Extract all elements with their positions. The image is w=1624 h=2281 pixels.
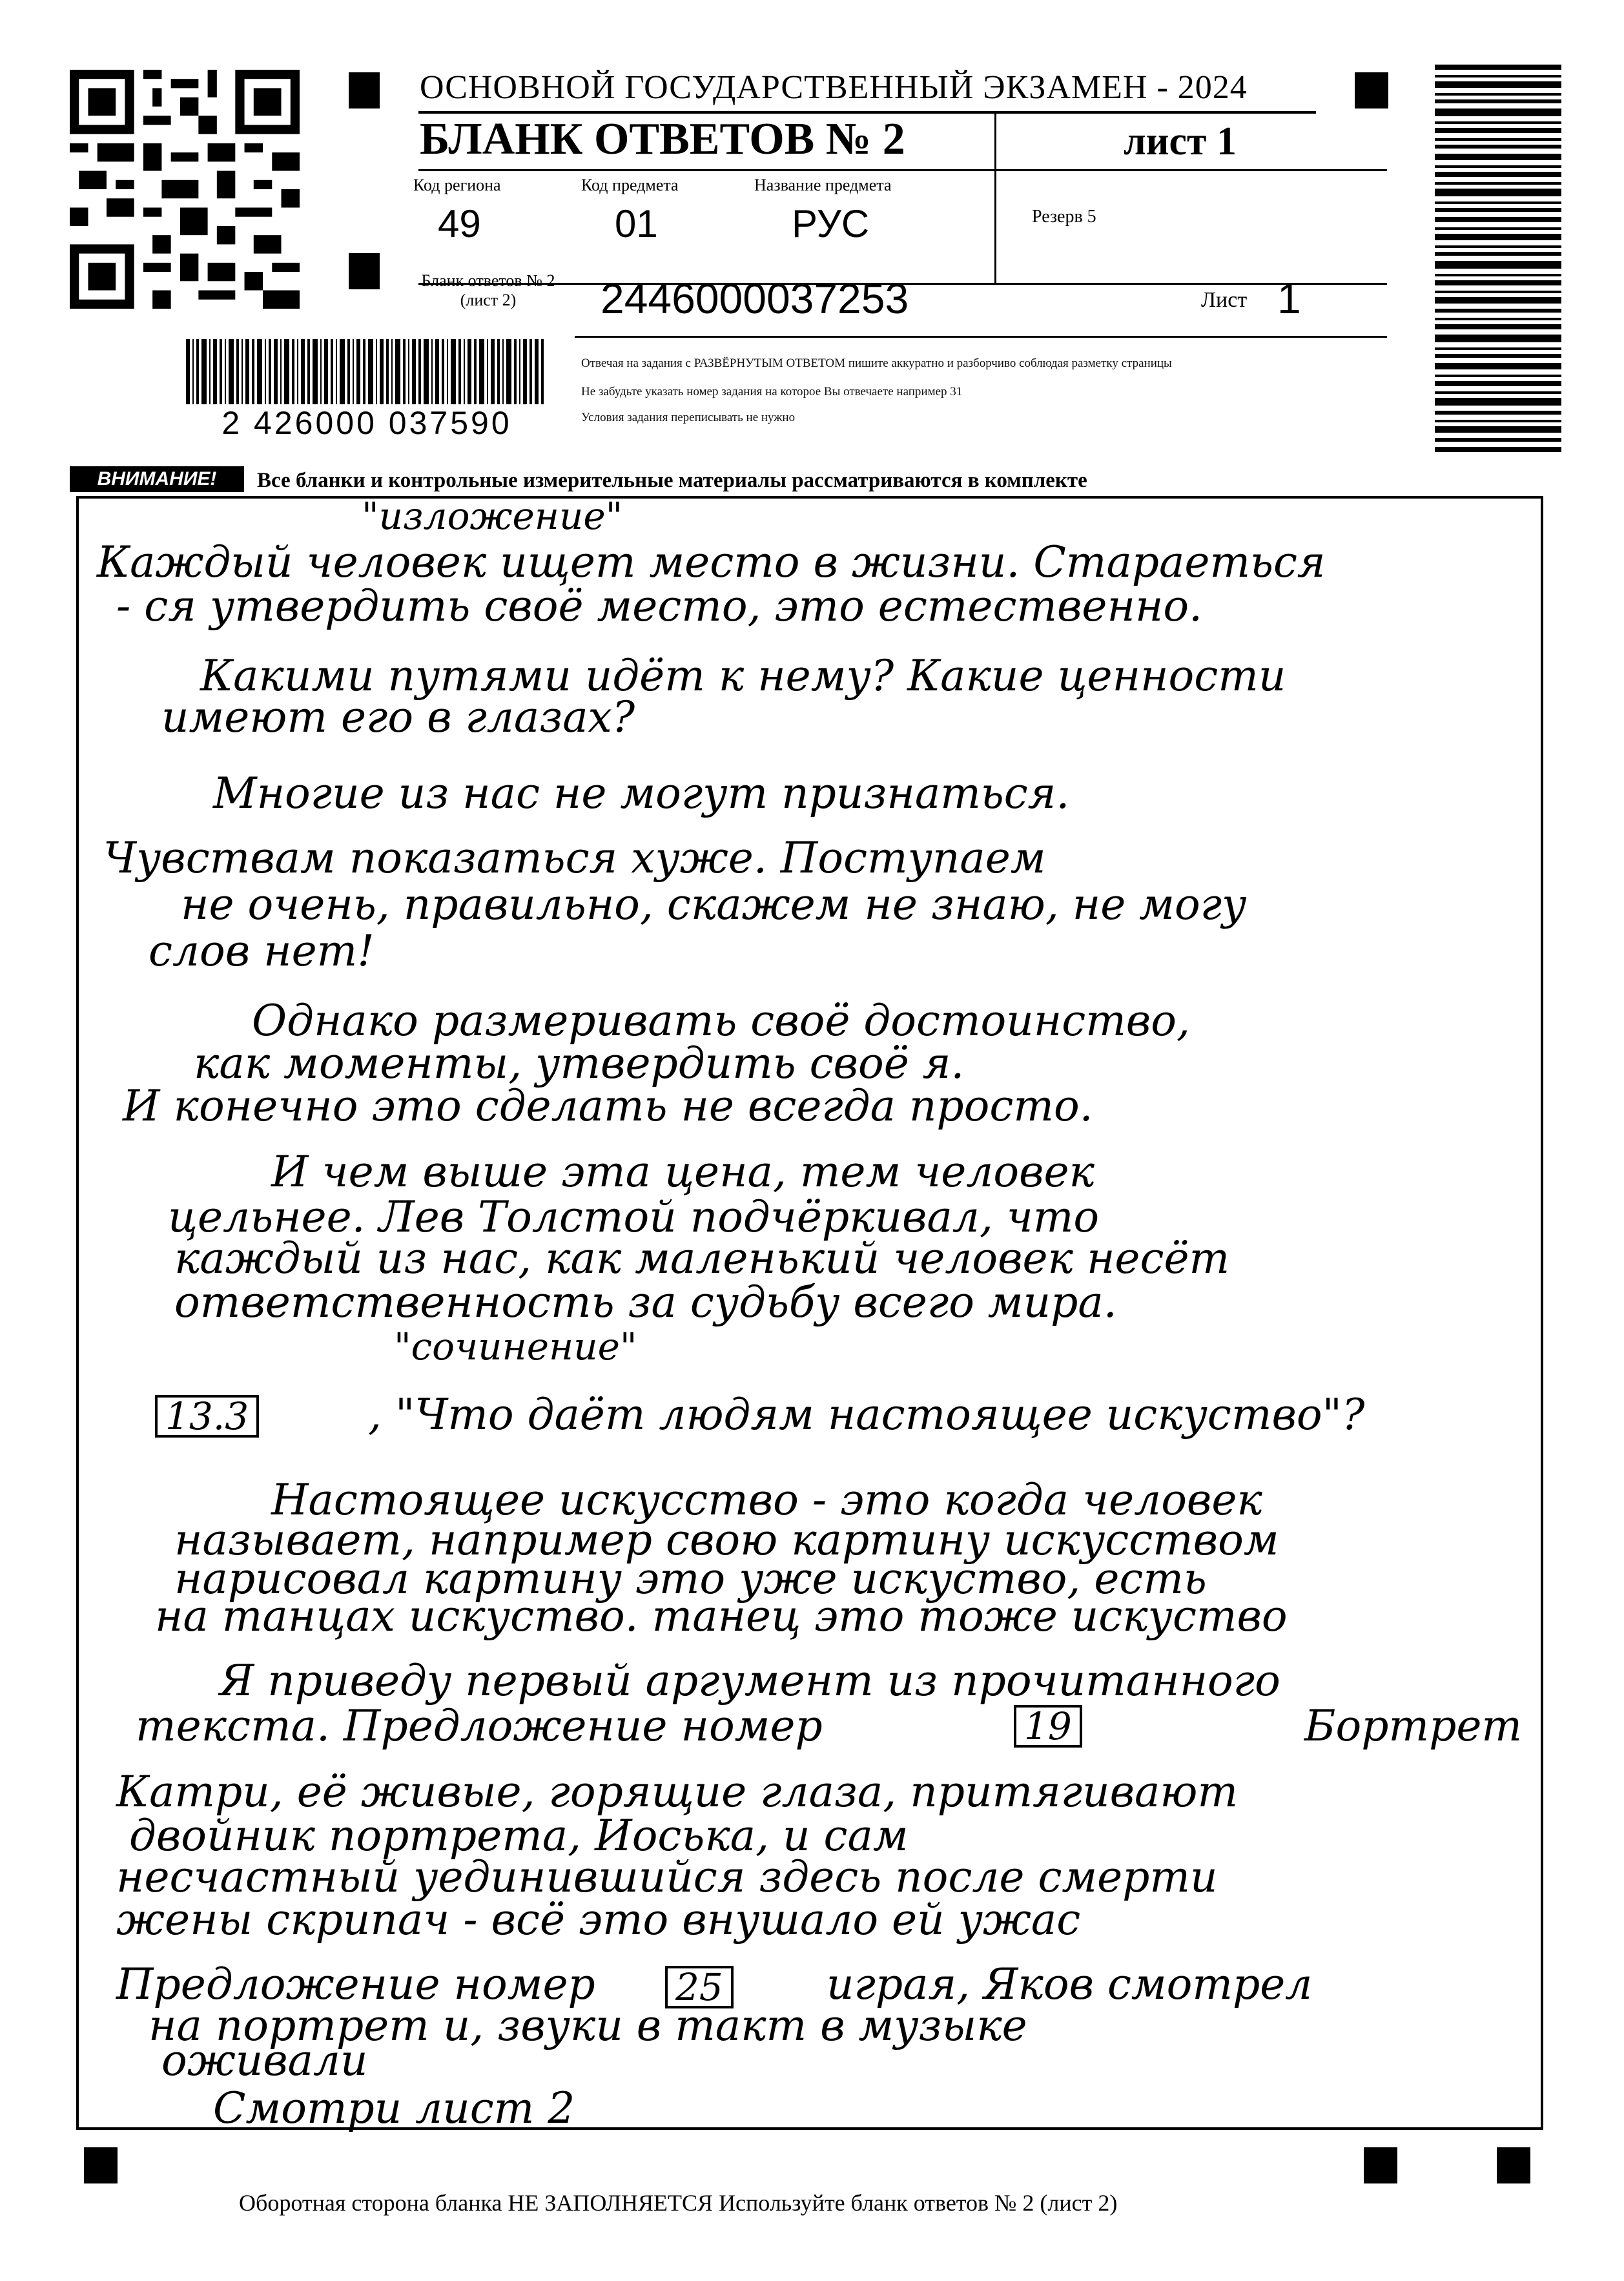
handwritten-line: Смотри лист 2	[213, 2083, 575, 2133]
subject-code-label: Код предмета	[581, 176, 679, 194]
qr-code-icon	[70, 70, 300, 309]
form-title: БЛАНК ОТВЕТОВ № 2	[420, 114, 905, 164]
sheet-label: Лист	[1201, 288, 1248, 312]
warning-bar	[70, 465, 1245, 493]
barcode-number: 2 426000 037590	[167, 404, 567, 442]
handwritten-line: Чувствам показаться хуже. Поступаем	[103, 833, 1046, 883]
registration-mark-bottom-mid	[1364, 2147, 1397, 2183]
handwritten-line: не очень, правильно, скажем не знаю, не могу	[181, 880, 1247, 929]
registration-mark-top-right	[1355, 72, 1388, 108]
section-label: "сочинение"	[394, 1325, 637, 1368]
reserve-label: Резерв 5	[1032, 207, 1096, 227]
handwritten-line: как моменты, утвердить своё я.	[194, 1038, 965, 1088]
essay-title: , "Что даёт людям настоящее искуство"?	[368, 1390, 1365, 1440]
registration-mark-bottom-left	[84, 2147, 118, 2183]
task-number-box: 13.3	[155, 1395, 259, 1438]
form-number-value: 2446000037253	[601, 274, 909, 322]
handwritten-line: каждый из нас, как маленький человек несёт	[174, 1233, 1230, 1283]
handwritten-line: нарисовал картину это уже искуство, есть	[174, 1554, 1207, 1604]
handwritten-line: И конечно это сделать не всегда просто.	[123, 1081, 1093, 1131]
instruction-line: Условия задания переписывать не нужно	[581, 411, 796, 424]
handwritten-line: Я приведу первый аргумент из прочитанного	[220, 1656, 1280, 1706]
handwritten-line: жены скрипач - всё это внушало ей ужас	[116, 1895, 1081, 1945]
handwritten-line: Бортрет	[1304, 1701, 1522, 1751]
form-number-label: Бланк ответов № 2 (лист 2)	[421, 271, 555, 309]
registration-mark-top-left	[349, 72, 380, 108]
region-label: Код региона	[413, 176, 501, 194]
handwritten-line: цельнее. Лев Толстой подчёркивал, что	[168, 1192, 1100, 1242]
subject-name-label: Название предмета	[754, 176, 892, 194]
side-barcode-icon	[1435, 65, 1561, 452]
handwritten-line: Катри, её живые, горящие глаза, притягивают	[116, 1767, 1239, 1817]
warning-badge: ВНИМАНИЕ!	[70, 466, 244, 492]
sheet-number: 1	[1277, 274, 1301, 322]
handwritten-line: на танцах искуство. танец это тоже искуство	[155, 1591, 1288, 1641]
warning-text: Все бланки и контрольные измерительные материалы рассматриваются в комплекте	[257, 469, 1087, 492]
handwritten-line: Настоящее искусство - это когда человек	[271, 1475, 1262, 1525]
region-value: 49	[438, 202, 481, 245]
handwritten-line: Однако размеривать своё достоинство,	[252, 996, 1190, 1046]
handwritten-line: - ся утвердить своё место, это естественно.	[116, 581, 1203, 631]
subject-code-value: 01	[615, 202, 658, 245]
reference-number-box: 19	[1014, 1705, 1082, 1748]
instruction-line: Отвечая на задания с РАЗВЁРНУТЫМ ОТВЕТОМ пишите аккуратно и разборчиво соблюдая разметку страницы	[581, 356, 1172, 370]
handwritten-line: слов нет!	[149, 926, 375, 976]
handwritten-line: Каждый человек ищет место в жизни. Стараеться	[97, 537, 1326, 587]
subject-name-value: РУС	[792, 202, 870, 245]
footer-note: Оборотная сторона бланка НЕ ЗАПОЛНЯЕТСЯ Используйте бланк ответов № 2 (лист 2)	[239, 2190, 1118, 2216]
reference-number-box: 25	[665, 1966, 734, 2008]
handwritten-line: на портрет и, звуки в такт в музыке	[149, 2001, 1027, 2050]
handwritten-line: несчастный уединившийся здесь после смерти	[116, 1852, 1218, 1902]
exam-title: ОСНОВНОЙ ГОСУДАРСТВЕННЫЙ ЭКЗАМЕН - 2024	[420, 69, 1248, 106]
handwritten-line: текста. Предложение номер	[136, 1701, 823, 1751]
handwritten-line: Какими путями идёт к нему? Какие ценности	[200, 651, 1286, 701]
registration-mark-bottom-right	[1497, 2147, 1530, 2183]
section-label: "изложение"	[362, 494, 623, 538]
handwritten-line: ответственность за судьбу всего мира.	[174, 1277, 1117, 1327]
handwritten-line: Предложение номер	[116, 1959, 595, 2009]
handwritten-line: И чем выше эта цена, тем человек	[271, 1147, 1095, 1197]
sheet-title: лист 1	[1124, 119, 1237, 163]
handwritten-line: оживали	[161, 2036, 368, 2085]
handwritten-line: играя, Яков смотрел	[827, 1959, 1313, 2009]
header-rule	[418, 169, 1387, 171]
handwritten-line: двойник портрета, Иоська, и сам	[129, 1811, 909, 1861]
registration-mark-mid-left	[349, 253, 380, 289]
handwritten-line: имеют его в глазах?	[161, 692, 635, 742]
handwritten-line: называет, например свою картину искусством	[174, 1515, 1279, 1565]
instruction-line: Не забудьте указать номер задания на которое Вы отвечаете например 31	[581, 385, 963, 398]
header-divider	[994, 111, 996, 284]
header-rule	[575, 336, 1387, 338]
handwritten-line: Многие из нас не могут признаться.	[213, 769, 1070, 818]
